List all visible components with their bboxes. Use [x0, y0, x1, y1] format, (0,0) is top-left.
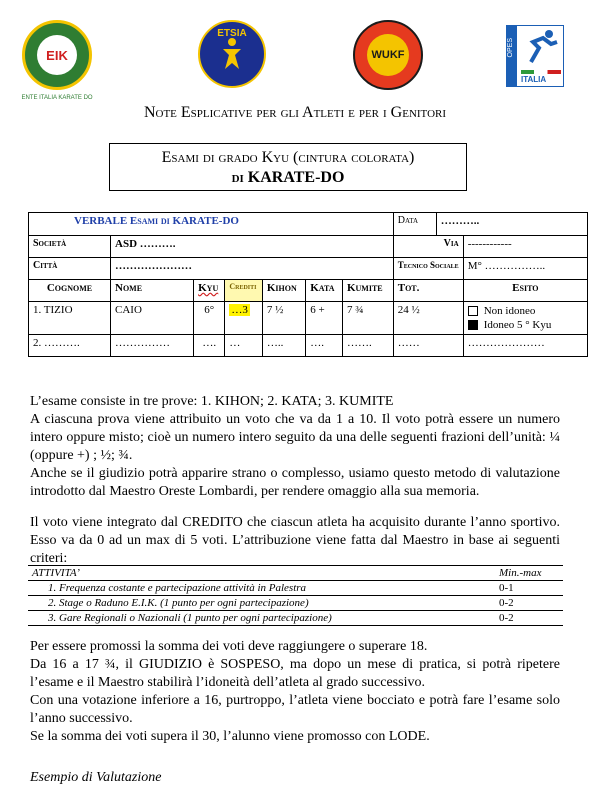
paragraph-6: Da 16 a 17 ¾, il GIUDIZIO è SOSPESO, ma dopo un mese di pratica, si potrà ripetere l’esame e il Maestro stabilirà l’idoneità dell’atleta al grado successivo.: [30, 657, 560, 690]
cell-crediti: …: [225, 335, 263, 357]
esito-opt1: Non idoneo: [483, 305, 536, 317]
criteria-range: 0-1: [499, 582, 514, 594]
cell-kihon: 7 ½: [262, 302, 305, 335]
col-nome: Nome: [111, 280, 194, 302]
col-kata: Kata: [306, 280, 343, 302]
table-row: [29, 302, 588, 335]
criteria-head-range: Min.-max: [499, 567, 542, 579]
criteria-label: 3. Gare Regionali o Nazionali (1 punto per ogni partecipazione): [48, 612, 332, 624]
col-kihon: Kihon: [262, 280, 305, 302]
opes-logo-sub: ITALIA: [521, 75, 547, 84]
criteria-range: 0-2: [499, 597, 514, 609]
cell-kata: ….: [306, 335, 343, 357]
verbale-title: VERBALE Esami di KARATE-DO: [29, 213, 394, 236]
col-kyu: Kyu: [194, 280, 225, 302]
paragraph-3: Anche se il giudizio potrà apparire strano o complesso, usiamo questo metodo di valutazione introdotto dal Maestro Oreste Lombardi, per rendere omaggio alla sua memoria.: [30, 466, 560, 499]
wukf-logo-text: WUKF: [371, 49, 405, 61]
checkbox-idoneo[interactable]: [468, 320, 478, 330]
col-cognome: Cognome: [29, 280, 111, 302]
tecnico-label: Tecnico Sociale: [393, 258, 463, 280]
tecnico-value: M° ……………..: [463, 258, 587, 280]
checkbox-non-idoneo[interactable]: [468, 306, 478, 316]
cell-nome: CAIO: [111, 302, 194, 335]
paragraph-4: Il voto viene integrato dal CREDITO che ciascun atleta ha acquisito durante l’anno sportivo. Esso va da 0 ad un max di 5 voti. L’attribuzione viene fatta dal Maestro in base ai seguenti criteri:: [30, 515, 560, 566]
criteria-head-activity: ATTIVITA’: [32, 567, 80, 579]
paragraph-8: Se la somma dei voti supera il 30, l’alunno viene promosso con LODE.: [30, 729, 430, 744]
societa-value: ASD ……….: [111, 236, 394, 258]
col-kumite: Kumite: [342, 280, 393, 302]
col-tot: Tot.: [393, 280, 463, 302]
criteria-label: 1. Frequenza costante e partecipazione attività in Palestra: [48, 582, 307, 594]
cell-cognome: 2. ……….: [29, 335, 111, 357]
eik-logo: [21, 20, 93, 101]
data-value: ………..: [440, 215, 480, 227]
cell-nome: ……………: [111, 335, 194, 357]
criteria-row: [28, 611, 563, 626]
cell-kumite: 7 ¾: [342, 302, 393, 335]
cell-tot: ……: [393, 335, 463, 357]
wukf-logo: [353, 20, 423, 90]
table-row: [29, 335, 588, 357]
title-box: [109, 143, 467, 191]
citta-value: …………………: [111, 258, 394, 280]
paragraph-1: L’esame consiste in tre prove: 1. KIHON; 2. KATA; 3. KUMITE: [30, 394, 394, 409]
cell-kyu: 6°: [194, 302, 225, 335]
criteria-row: [28, 596, 563, 611]
eik-logo-text: ENTE ITALIA KARATE DO: [21, 95, 93, 101]
data-field: [393, 213, 587, 236]
cell-crediti: [225, 302, 263, 335]
cell-tot: 24 ½: [393, 302, 463, 335]
criteria-row: [28, 581, 563, 596]
citta-label: Città: [29, 258, 111, 280]
esito-opt2: Idoneo 5 ° Kyu: [483, 319, 552, 331]
verbale-table: [28, 212, 588, 357]
via-value: ------------: [463, 236, 587, 258]
paragraph-5: Per essere promossi la somma dei voti deve raggiungere o superare 18.: [30, 639, 428, 654]
opes-logo-text: OPES: [507, 38, 514, 58]
col-esito: Esito: [463, 280, 587, 302]
criteria-table: [28, 565, 563, 626]
karateka-icon: [217, 37, 247, 71]
criteria-label: 2. Stage o Raduno E.I.K. (1 punto per ogni partecipazione): [48, 597, 309, 609]
cell-cognome: 1. TIZIO: [29, 302, 111, 335]
opes-logo: [506, 25, 564, 87]
example-heading: Esempio di Valutazione: [30, 770, 162, 785]
cell-kihon: …..: [262, 335, 305, 357]
societa-label: Società: [29, 236, 111, 258]
via-label: Via: [393, 236, 463, 258]
page-subtitle: Note Esplicative per gli Atleti e per i Genitori: [143, 104, 447, 121]
col-crediti: Crediti: [225, 280, 263, 302]
etsia-logo-text: ETSIA: [217, 28, 247, 39]
cell-kata: 6 +: [306, 302, 343, 335]
paragraph-7: Con una votazione inferiore a 16, purtroppo, l’atleta viene bocciato e potrà fare l’esame solo l’anno successivo.: [30, 693, 560, 726]
data-label: Data: [394, 213, 437, 235]
cell-esito: …………………: [463, 335, 587, 357]
criteria-range: 0-2: [499, 612, 514, 624]
crediti-value: …3: [231, 304, 248, 316]
runner-icon: [521, 28, 561, 64]
cell-esito: [463, 302, 587, 335]
title-line-1: Esami di grado Kyu (cintura colorata): [161, 149, 415, 166]
title-line-2: di KARATE-DO: [231, 169, 345, 186]
paragraph-2: A ciascuna prova viene attribuito un voto che va da 1 a 10. Il voto potrà essere un numero intero oppure misto; cioè un numero intero seguito da una delle seguenti frazioni dell’unità: ¼ (oppure +) ; ½; ¾.: [30, 412, 560, 463]
cell-kyu: ….: [194, 335, 225, 357]
cell-kumite: …….: [342, 335, 393, 357]
etsia-logo: [198, 20, 266, 88]
eik-logo-letters: EIK: [46, 47, 68, 63]
